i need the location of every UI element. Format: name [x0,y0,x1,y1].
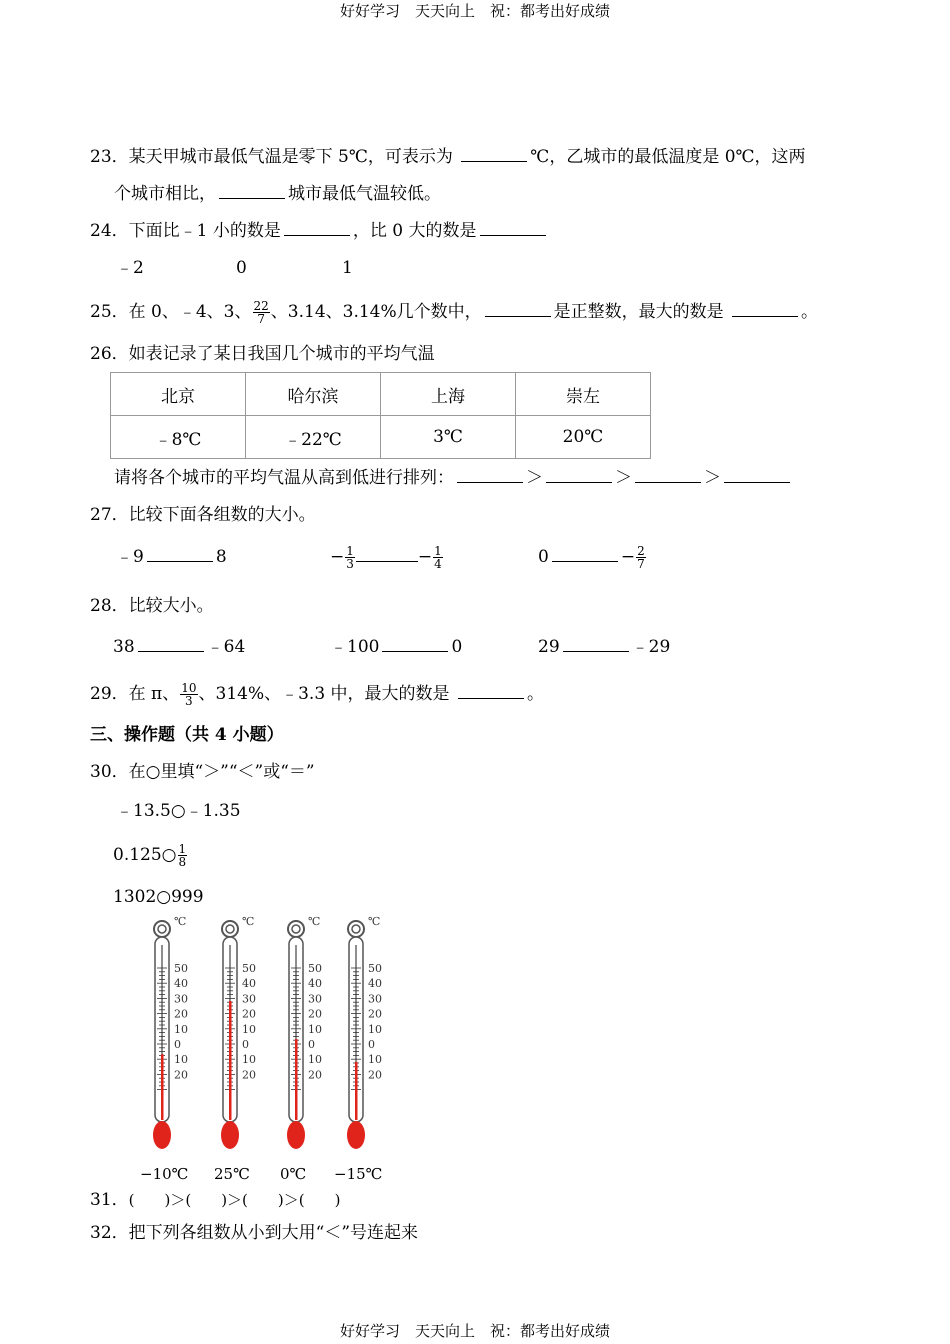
answer-blank[interactable] [356,545,418,562]
answer-blank[interactable] [458,682,524,699]
question-31: 31．( )＞( )＞( )＞( ) [90,1190,341,1210]
scale-label: 40 [242,977,256,991]
q30-row-3: 1302○999 [113,887,204,907]
q27-pair-3: 0 − $\frac{2}{7}$ [538,544,645,571]
answer-blank[interactable] [546,466,612,483]
question-28: 28．比较大小。 [90,596,214,616]
scale-label: 0 [242,1038,249,1051]
scale-label: 20 [242,1068,256,1082]
question-24: 24．下面比﹣1 小的数是 ，比 0 大的数是 [90,219,549,242]
mercury-column [229,1001,232,1120]
thermometer-reading: 25℃ [214,1165,250,1183]
scale-label: 0 [368,1038,375,1051]
thermometer-reading: −15℃ [334,1165,383,1183]
scale-label: 30 [308,992,322,1006]
unit-label: ℃ [174,915,187,928]
q27-pair-2: − $\frac{1}{3}$ − $\frac{1}{4}$ [330,544,442,571]
scale-label: 10 [174,1022,188,1036]
q24-option: ﹣2 [116,258,144,278]
question-23: 23．某天甲城市最低气温是零下 5℃，可表示为 ℃，乙城市的最低温度是 0℃，这两 [90,147,806,167]
question-23-cont: 个城市相比， 城市最低气温较低。 [114,184,441,204]
answer-blank[interactable] [284,219,350,236]
question-25: 25．在 0、﹣4、3、 $\frac{22}{7}$ 、3.14、3.14%几个数中， 是正整数，最大的数是 。 [90,299,819,326]
question-30: 30．在○里填“＞”“＜”或“＝” [90,762,315,782]
temp-cell: 3℃ [381,416,516,459]
scale-label: 20 [242,1007,256,1021]
city-cell: 上海 [381,373,516,416]
thermometer-bulb [221,1121,239,1149]
mercury-column [355,1062,358,1120]
scale-label: 0 [308,1038,315,1051]
answer-blank[interactable] [219,182,285,199]
fraction: $\frac{22}{7}$ [253,299,269,326]
city-cell: 崇左 [516,373,651,416]
scale-label: 20 [174,1068,188,1082]
unit-label: ℃ [368,915,381,928]
answer-blank[interactable] [147,545,213,562]
answer-blank[interactable] [635,466,701,483]
q27-pair-1: ﹣9 8 [116,547,227,567]
thermometer-reading: −10℃ [140,1165,189,1183]
scale-label: 20 [308,1007,322,1021]
scale-label: 40 [308,977,322,991]
q30-row-1: ﹣13.5○﹣1.35 [116,801,241,821]
answer-blank[interactable] [382,635,448,652]
unit-label: ℃ [242,915,255,928]
question-26: 26．如表记录了某日我国几个城市的平均气温 [90,344,435,364]
q30-row-2: 0.125○ $\frac{1}{8}$ [113,842,187,869]
scale-label: 50 [242,962,256,975]
answer-blank[interactable] [457,466,523,483]
q24-option: 1 [342,258,353,278]
answer-blank[interactable] [724,466,790,483]
thermometer [128,915,198,1190]
scale-label: 20 [308,1068,322,1082]
answer-blank[interactable] [485,300,551,317]
answer-blank[interactable] [552,545,618,562]
scale-label: 20 [368,1068,382,1082]
q28-pair-1: 38 ﹣64 [113,637,246,657]
thermometer-reading: 0℃ [280,1165,307,1183]
answer-blank[interactable] [732,300,798,317]
scale-label: 40 [174,977,188,991]
fraction: $\frac{10}{3}$ [181,681,197,708]
unit-label: ℃ [308,915,321,928]
scale-label: 30 [368,992,382,1006]
thermometer-bulb [153,1121,171,1149]
answer-blank[interactable] [563,635,629,652]
scale-label: 40 [368,977,382,991]
thermometer-bulb [347,1121,365,1149]
scale-label: 50 [174,962,188,975]
page-footer: 好好学习 天天向上 祝：都考出好成绩 [339,1322,610,1340]
question-26-sort: 请将各个城市的平均气温从高到低进行排列： ＞ ＞ ＞ [114,466,793,489]
scale-label: 20 [174,1007,188,1021]
temp-cell: ﹣8℃ [111,416,246,459]
page-header: 好好学习 天天向上 祝：都考出好成绩 [339,2,610,20]
thermometer-bulb [287,1121,305,1149]
scale-label: 30 [174,992,188,1006]
scale-label: 10 [174,1053,188,1067]
scale-label: 10 [368,1022,382,1036]
question-27: 27．比较下面各组数的大小。 [90,505,316,525]
answer-blank[interactable] [480,219,546,236]
scale-label: 10 [368,1053,382,1067]
temp-cell: 20℃ [516,416,651,459]
q24-option: 0 [236,258,247,278]
mercury-column [295,1039,298,1120]
mercury-column [161,1054,164,1120]
scale-label: 20 [368,1007,382,1021]
q28-pair-2: ﹣100 0 [330,637,463,657]
answer-blank[interactable] [138,635,204,652]
thermometer [322,915,392,1190]
temp-cell: ﹣22℃ [246,416,381,459]
city-cell: 北京 [111,373,246,416]
scale-label: 10 [242,1053,256,1067]
question-32: 32．把下列各组数从小到大用“＜”号连起来 [90,1223,419,1243]
question-29: 29．在 π、 $\frac{10}{3}$ 、314%、﹣3.3 中，最大的数是 。 [90,681,544,708]
scale-label: 50 [308,962,322,975]
city-cell: 哈尔滨 [246,373,381,416]
section-title: 三、操作题（共 4 小题） [90,725,284,745]
scale-label: 10 [242,1022,256,1036]
scale-label: 10 [308,1022,322,1036]
thermometer [196,915,266,1190]
city-temperature-table [110,372,651,459]
scale-label: 50 [368,962,382,975]
scale-label: 0 [174,1038,181,1051]
scale-label: 10 [308,1053,322,1067]
answer-blank[interactable] [461,145,527,162]
scale-label: 30 [242,992,256,1006]
q28-pair-3: 29 ﹣29 [538,637,671,657]
